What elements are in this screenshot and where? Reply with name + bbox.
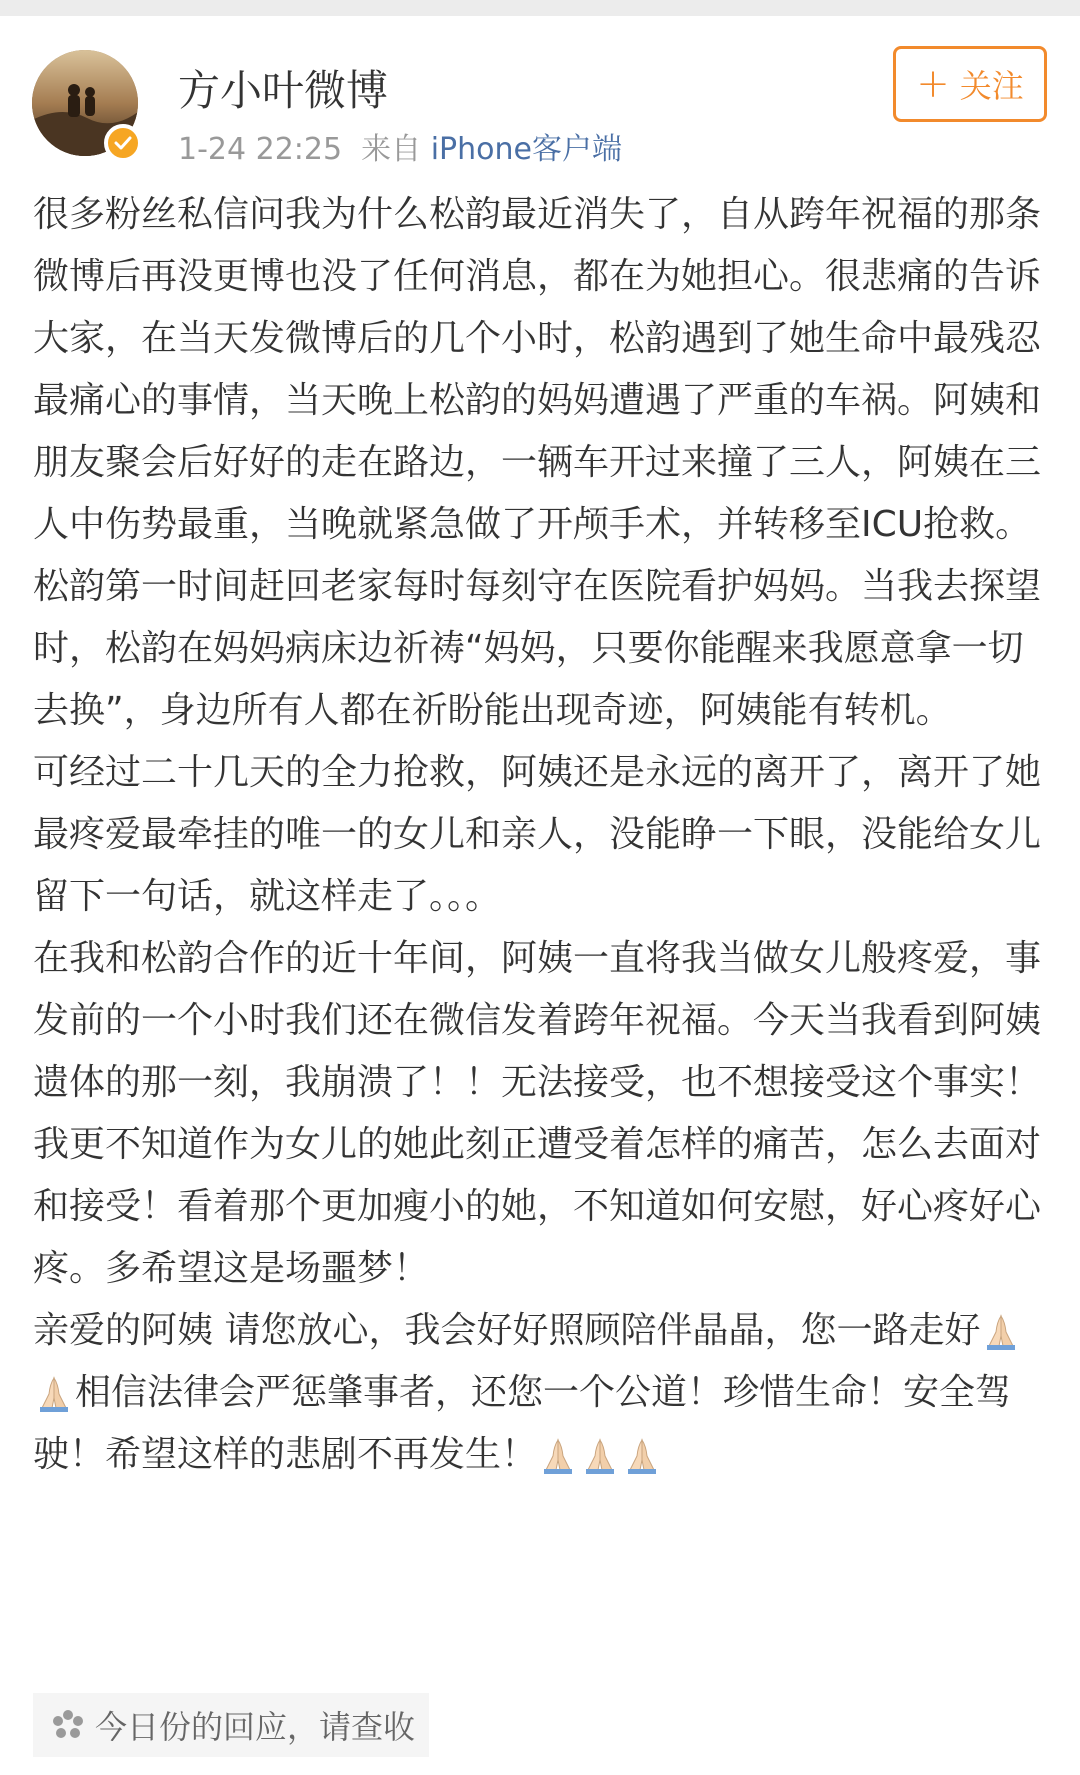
post-paragraph-last [33,1300,1049,1486]
post-paragraph: 可经过二十几天的全力抢救，阿姨还是永远的离开了，离开了她最疼爱最牵挂的唯一的女儿和亲人，没能睁一下眼，没能给女儿留下一句话，就这样走了。。。 [33,752,1042,917]
verified-badge-icon [104,124,142,162]
follow-button[interactable] [893,46,1047,122]
pinwheel-icon [51,1708,85,1742]
post-meta [178,124,622,168]
praying-hands-icon [981,1312,1021,1352]
reply-prompt-button[interactable] [33,1693,429,1757]
source-prefix: 来自 [361,132,422,167]
plus-icon: + [916,61,950,107]
praying-hands-icon [580,1436,620,1476]
praying-hands-group [537,1434,663,1475]
source-link[interactable]: iPhone客户端 [430,132,622,167]
top-divider [0,0,1080,16]
praying-hands-icon [538,1436,578,1476]
post-text-part2: 相信法律会严惩肇事者，还您一个公道！珍惜生命！安全驾驶！希望这样的悲剧不再发生！ [33,1372,1012,1475]
reply-prompt-label: 今日份的回应，请查收 [95,1708,416,1746]
user-name[interactable]: 方小叶微博 [178,66,389,115]
post-body [33,184,1049,1486]
follow-label: 关注 [959,67,1024,105]
post-paragraph: 很多粉丝私信问我为什么松韵最近消失了，自从跨年祝福的那条微博后再没更博也没了任何消息，都在为她担心。很悲痛的告诉大家，在当天发微博后的几个小时，松韵遇到了她生命中最残忍最痛心的事情，当天晚上松韵的妈妈遭遇了严重的车祸。阿姨和朋友聚会后好好的走在路边，一辆车开过来撞了三人，阿姨在三人中伤势最重，当晚就紧急做了开颅手术，并转移至ICU抢救。松韵第一时间赶回老家每时每刻守在医院看护妈妈。当我去探望时，松韵在妈妈病床边祈祷“妈妈，只要你能醒来我愿意拿一切去换”，身边所有人都在祈盼能出现奇迹，阿姨能有转机。 [33,194,1042,731]
post-text-part1: 亲爱的阿姨 请您放心，我会好好照顾陪伴晶晶，您一路走好 [33,1310,981,1351]
post-paragraph: 在我和松韵合作的近十年间，阿姨一直将我当做女儿般疼爱，事发前的一个小时我们还在微信发着跨年祝福。今天当我看到阿姨遗体的那一刻，我崩溃了！！无法接受，也不想接受这个事实！我更不知道作为女儿的她此刻正遭受着怎样的痛苦，怎么去面对和接受！看着那个更加瘦小的她，不知道如何安慰，好心疼好心疼。多希望这是场噩梦！ [33,938,1042,1289]
praying-hands-icon [34,1374,74,1414]
praying-hands-icon [622,1436,662,1476]
post-date: 1-24 22:25 [178,132,343,167]
